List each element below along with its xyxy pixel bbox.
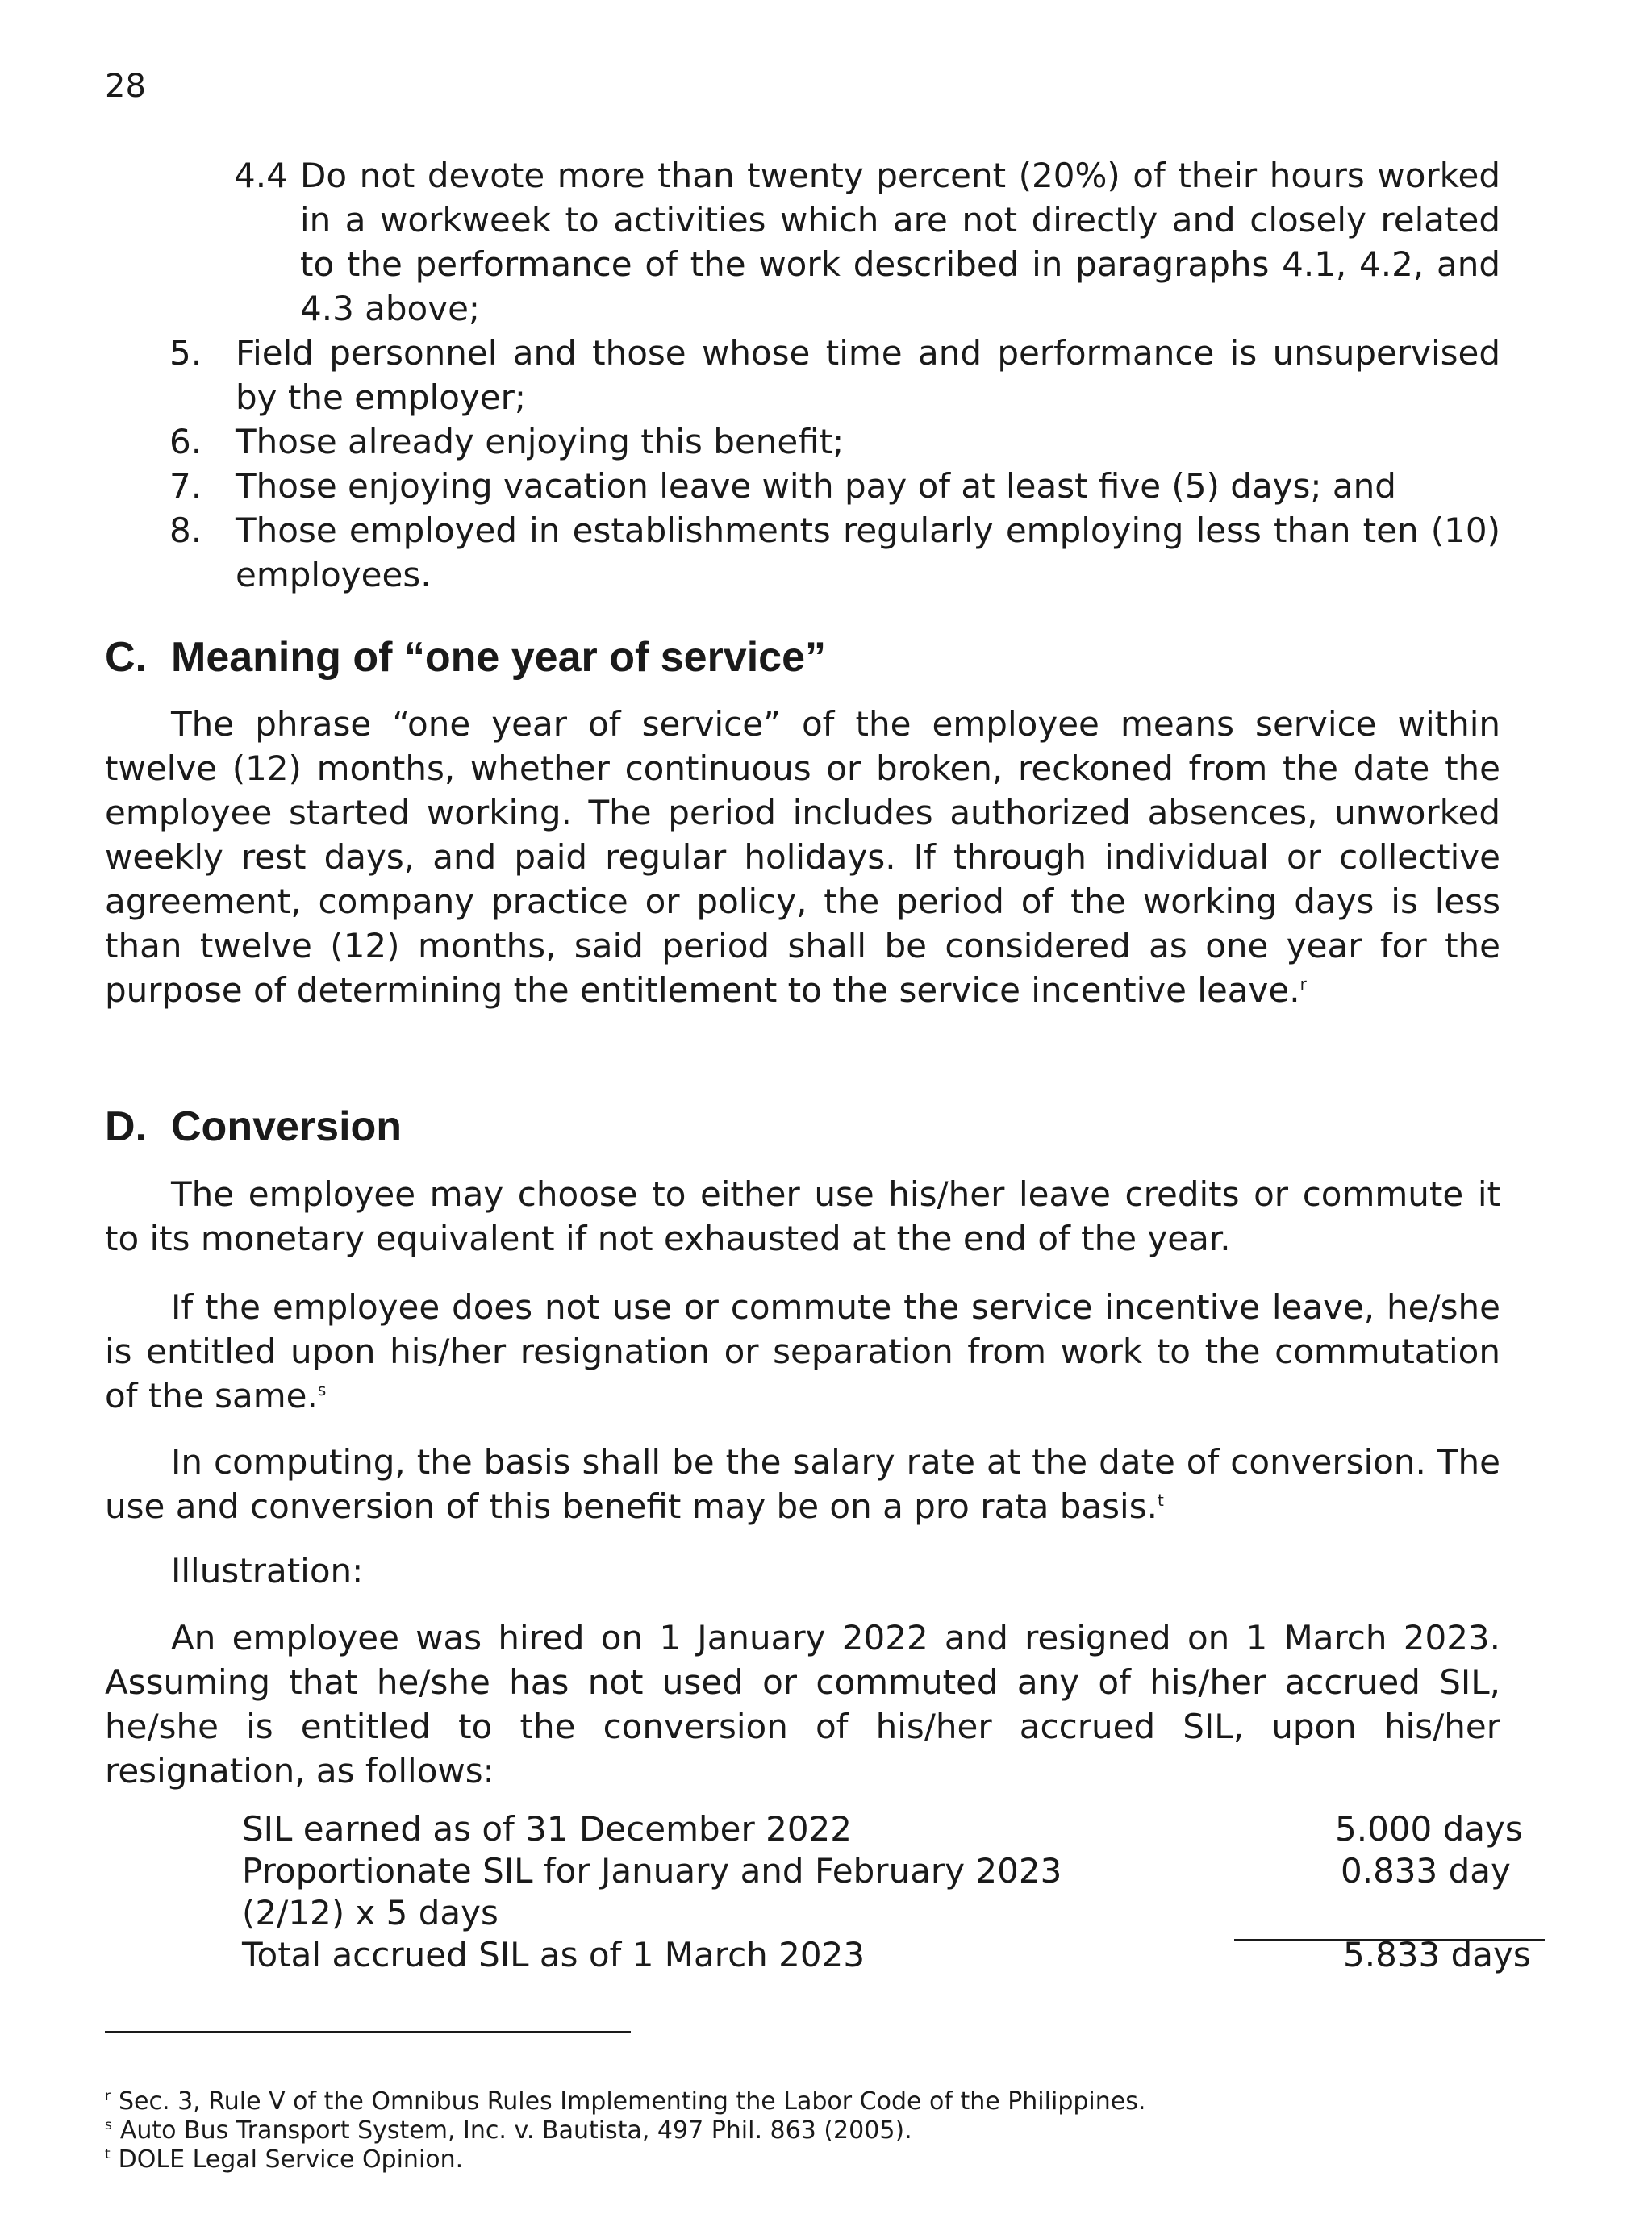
footnote-marker: r (1299, 974, 1307, 994)
footnote-text: DOLE Legal Service Opinion. (118, 2145, 464, 2174)
computation-label: SIL earned as of 31 December 2022 (242, 1809, 852, 1849)
section-letter: C. (105, 634, 147, 681)
illustration-label (105, 1549, 1500, 1593)
footnote-mark: r (105, 2088, 111, 2104)
computation-row (242, 1850, 1549, 1892)
exclusion-list (169, 331, 1500, 597)
computation-label: (2/12) x 5 days (242, 1893, 499, 1933)
list-item-number: 4.4 (234, 156, 288, 195)
section-d-paragraph-2 (105, 1285, 1500, 1418)
section-letter: D. (105, 1103, 147, 1150)
section-d-heading (105, 1103, 402, 1151)
footnote-mark: t (105, 2146, 111, 2162)
list-item-text: Do not devote more than twenty percent (20%) of their hours worked in a workweek to activities which are not directly and closely related to the performance of the work described in paragraphs 4.1, 4.2, and 4.3 above; (300, 156, 1500, 328)
list-item-number: 6. (169, 422, 202, 461)
list-item (234, 153, 1500, 331)
paragraph-text: An employee was hired on 1 January 2022 and resigned on 1 March 2023. Assuming that he/she has not used or commuted any of his/her accrued SIL, he/she is entitled to the conversion of his/her accrued SIL, upon his/her resignation, as follows: (105, 1618, 1500, 1791)
list-item (169, 464, 1500, 508)
section-d-paragraph-4 (105, 1616, 1500, 1793)
computation-value: 0.833 day (1341, 1851, 1511, 1891)
page-number: 28 (105, 68, 146, 105)
list-item-text: Those employed in establishments regularly employing less than ten (10) employees. (236, 511, 1500, 594)
list-item-text: Those already enjoying this benefit; (236, 422, 845, 461)
list-item-number: 8. (169, 511, 202, 550)
document-page (105, 0, 1531, 2239)
footnote-marker: t (1157, 1491, 1164, 1510)
sil-computation (242, 1808, 1549, 1976)
footnote-text: Auto Bus Transport System, Inc. v. Bautista, 497 Phil. 863 (2005). (119, 2116, 912, 2145)
sum-rule (1234, 1939, 1545, 1941)
section-c-heading (105, 633, 826, 682)
section-title: Conversion (171, 1103, 403, 1150)
computation-value: 5.833 days (1343, 1935, 1531, 1974)
computation-label: Proportionate SIL for January and February 2023 (242, 1851, 1062, 1891)
illustration-label-text: Illustration: (171, 1551, 364, 1591)
footnotes (105, 2087, 1500, 2174)
list-item (169, 419, 1500, 464)
computation-row (242, 1808, 1549, 1850)
list-item (169, 508, 1500, 597)
section-d-paragraph-1 (105, 1172, 1500, 1261)
computation-row (242, 1892, 1549, 1934)
computation-value: 5.000 days (1335, 1809, 1523, 1849)
computation-label: Total accrued SIL as of 1 March 2023 (242, 1935, 866, 1974)
list-item-number: 7. (169, 466, 202, 506)
footnote-mark: s (105, 2117, 112, 2133)
list-item-text: Field personnel and those whose time and performance is unsupervised by the employer; (236, 333, 1500, 417)
list-item (169, 331, 1500, 419)
footnote (105, 2087, 1500, 2116)
section-title: Meaning of “one year of service” (171, 634, 827, 681)
list-item-number: 5. (169, 333, 202, 373)
section-c-paragraph (105, 702, 1500, 1012)
footnote (105, 2116, 1500, 2145)
paragraph-text: In computing, the basis shall be the salary rate at the date of conversion. The use and conversion of this benefit may be on a pro rata basis. (105, 1442, 1500, 1526)
footnote-marker: s (317, 1380, 327, 1399)
footnote-divider (105, 2031, 631, 2033)
section-d-paragraph-3 (105, 1440, 1500, 1528)
paragraph-text: The employee may choose to either use his/her leave credits or commute it to its monetary equivalent if not exhausted at the end of the year. (105, 1174, 1500, 1258)
footnote-text: Sec. 3, Rule V of the Omnibus Rules Implementing the Labor Code of the Philippines. (119, 2087, 1146, 2116)
paragraph-text: The phrase “one year of service” of the employee means service within twelve (12) months, whether continuous or broken, reckoned from the date the employee started working. The period includes authorized absences, unworked weekly rest days, and paid regular holidays. If through individual or collective agreement, company practice or policy, the period of the working days is less than twelve (12) months, said period shall be considered as one year for the purpose of determining the entitlement to the service incentive leave. (105, 704, 1500, 1010)
paragraph-text: If the employee does not use or commute the service incentive leave, he/she is entitled upon his/her resignation or separation from work to the commutation of the same. (105, 1287, 1500, 1416)
footnote (105, 2145, 1500, 2174)
sub-list (234, 153, 1500, 331)
list-item-text: Those enjoying vacation leave with pay of at least five (5) days; and (236, 466, 1396, 506)
